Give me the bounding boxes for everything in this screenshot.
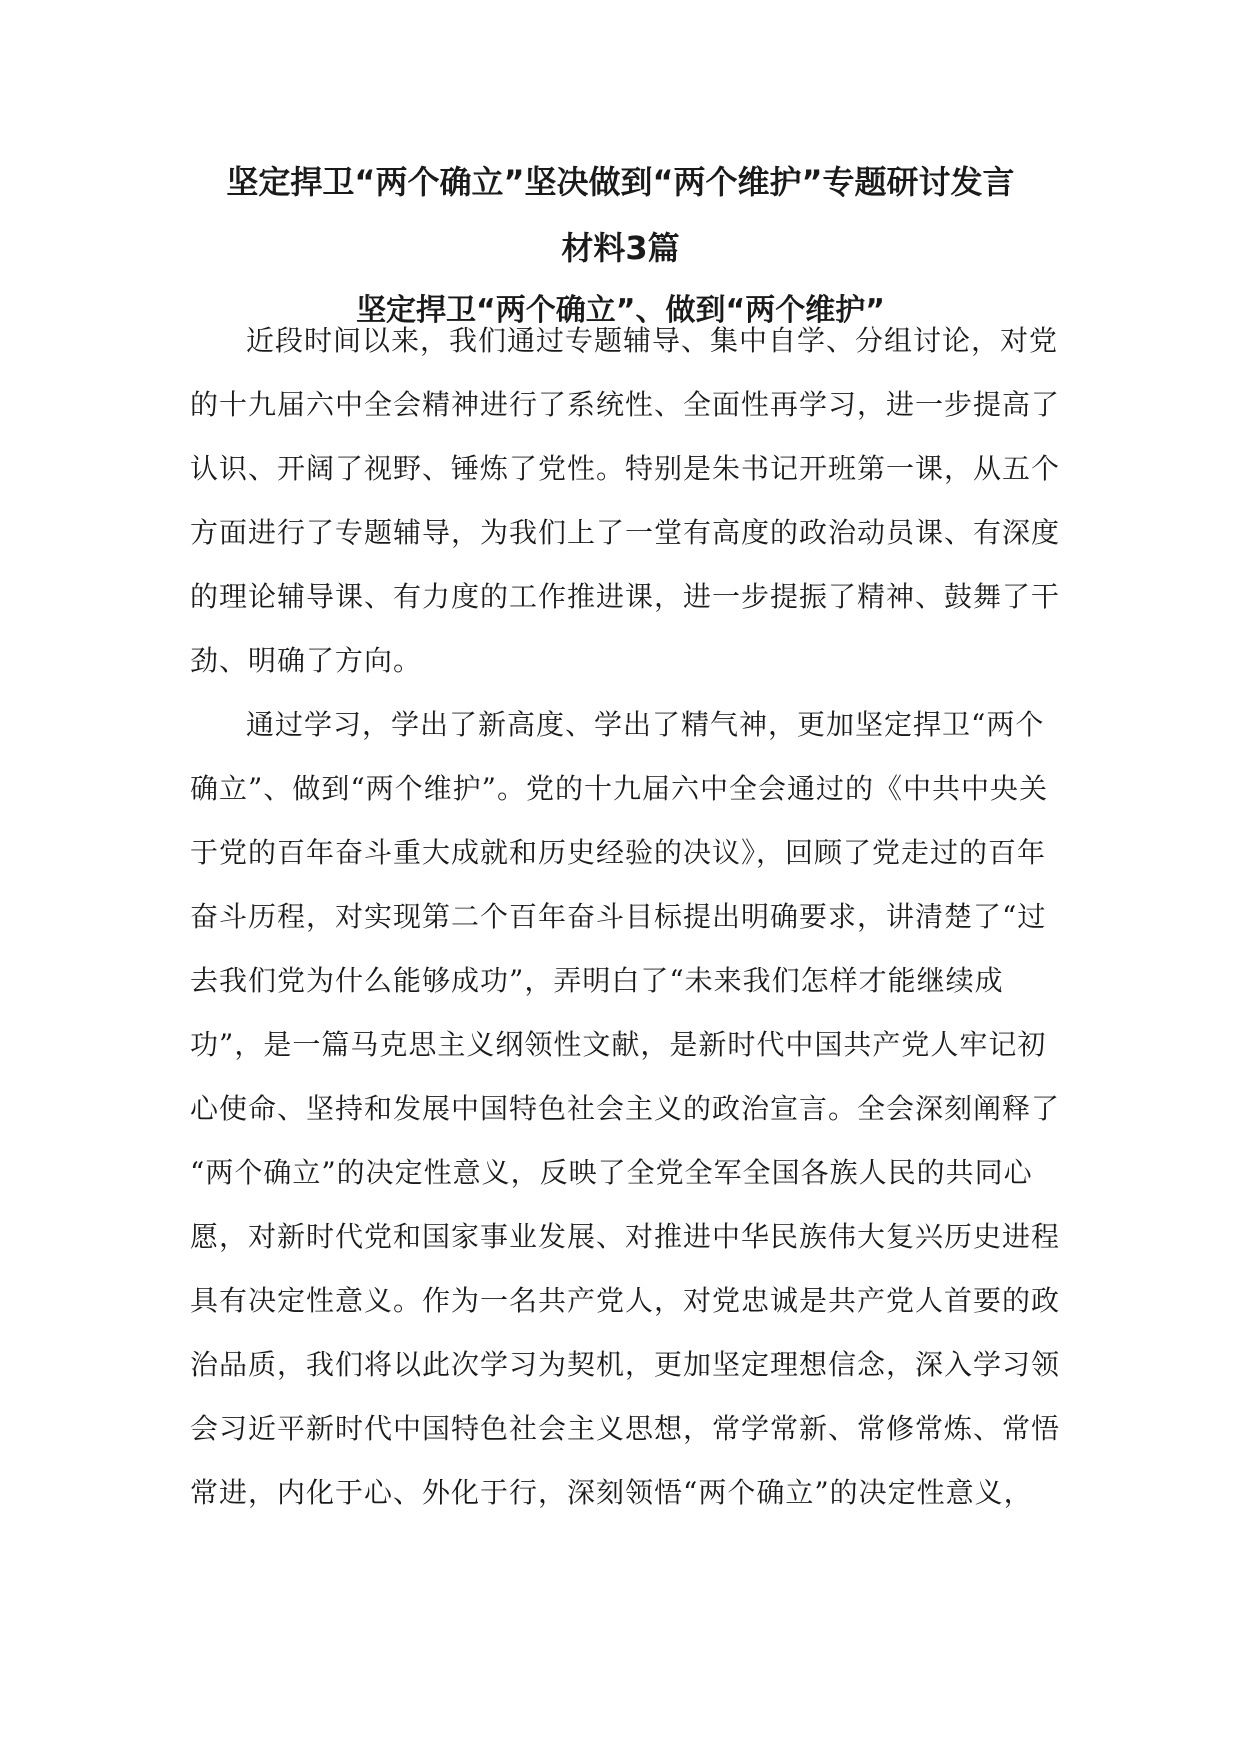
paragraph-line: 方面进行了专题辅导，为我们上了一堂有高度的政治动员课、有深度: [190, 516, 1061, 549]
paragraph-line: 于党的百年奋斗重大成就和历史经验的决议》，回顾了党走过的百年: [190, 836, 1047, 869]
document-title-line-2: 材料3篇: [561, 229, 680, 267]
paragraph-line: 奋斗历程，对实现第二个百年奋斗目标提出明确要求，讲清楚了“过: [190, 900, 1047, 933]
paragraph-line: 具有决定性意义。作为一名共产党人，对党忠诚是共产党人首要的政: [190, 1284, 1061, 1317]
paragraph-line: 心使命、坚持和发展中国特色社会主义的政治宣言。全会深刻阐释了: [190, 1092, 1061, 1125]
paragraph-line: 近段时间以来，我们通过专题辅导、集中自学、分组讨论，对党: [246, 324, 1059, 357]
section-subtitle: 坚定捍卫“两个确立”、做到“两个维护”: [356, 293, 885, 328]
paragraph-line: 劲、明确了方向。: [190, 644, 423, 677]
paragraph-line: 认识、开阔了视野、锤炼了党性。特别是朱书记开班第一课，从五个: [190, 452, 1061, 485]
paragraph-line: 会习近平新时代中国特色社会主义思想，常学常新、常修常炼、常悟: [190, 1412, 1061, 1445]
paragraph-line: 去我们党为什么能够成功”，弄明白了“未来我们怎样才能继续成: [190, 964, 1004, 997]
paragraph-line: 常进，内化于心、外化于行，深刻领悟“两个确立”的决定性意义，: [190, 1476, 1033, 1509]
paragraph-line: 治品质，我们将以此次学习为契机，更加坚定理想信念，深入学习领: [190, 1348, 1061, 1381]
paragraph-line: 的十九届六中全会精神进行了系统性、全面性再学习，进一步提高了: [190, 388, 1061, 421]
paragraph-line: 功”，是一篇马克思主义纲领性文献，是新时代中国共产党人牢记初: [190, 1028, 1047, 1061]
paragraph-line: 确立”、做到“两个维护”。党的十九届六中全会通过的《中共中央关: [190, 772, 1048, 805]
document-title-line-1: 坚定捍卫“两个确立”坚决做到“两个维护”专题研讨发言: [226, 163, 1015, 201]
paragraph-line: “两个确立”的决定性意义，反映了全党全军全国各族人民的共同心: [190, 1156, 1033, 1189]
paragraph-line: 通过学习，学出了新高度、学出了精气神，更加坚定捍卫“两个: [246, 708, 1045, 741]
paragraph-line: 愿，对新时代党和国家事业发展、对推进中华民族伟大复兴历史进程: [190, 1220, 1061, 1253]
paragraph-line: 的理论辅导课、有力度的工作推进课，进一步提振了精神、鼓舞了干: [190, 580, 1061, 613]
